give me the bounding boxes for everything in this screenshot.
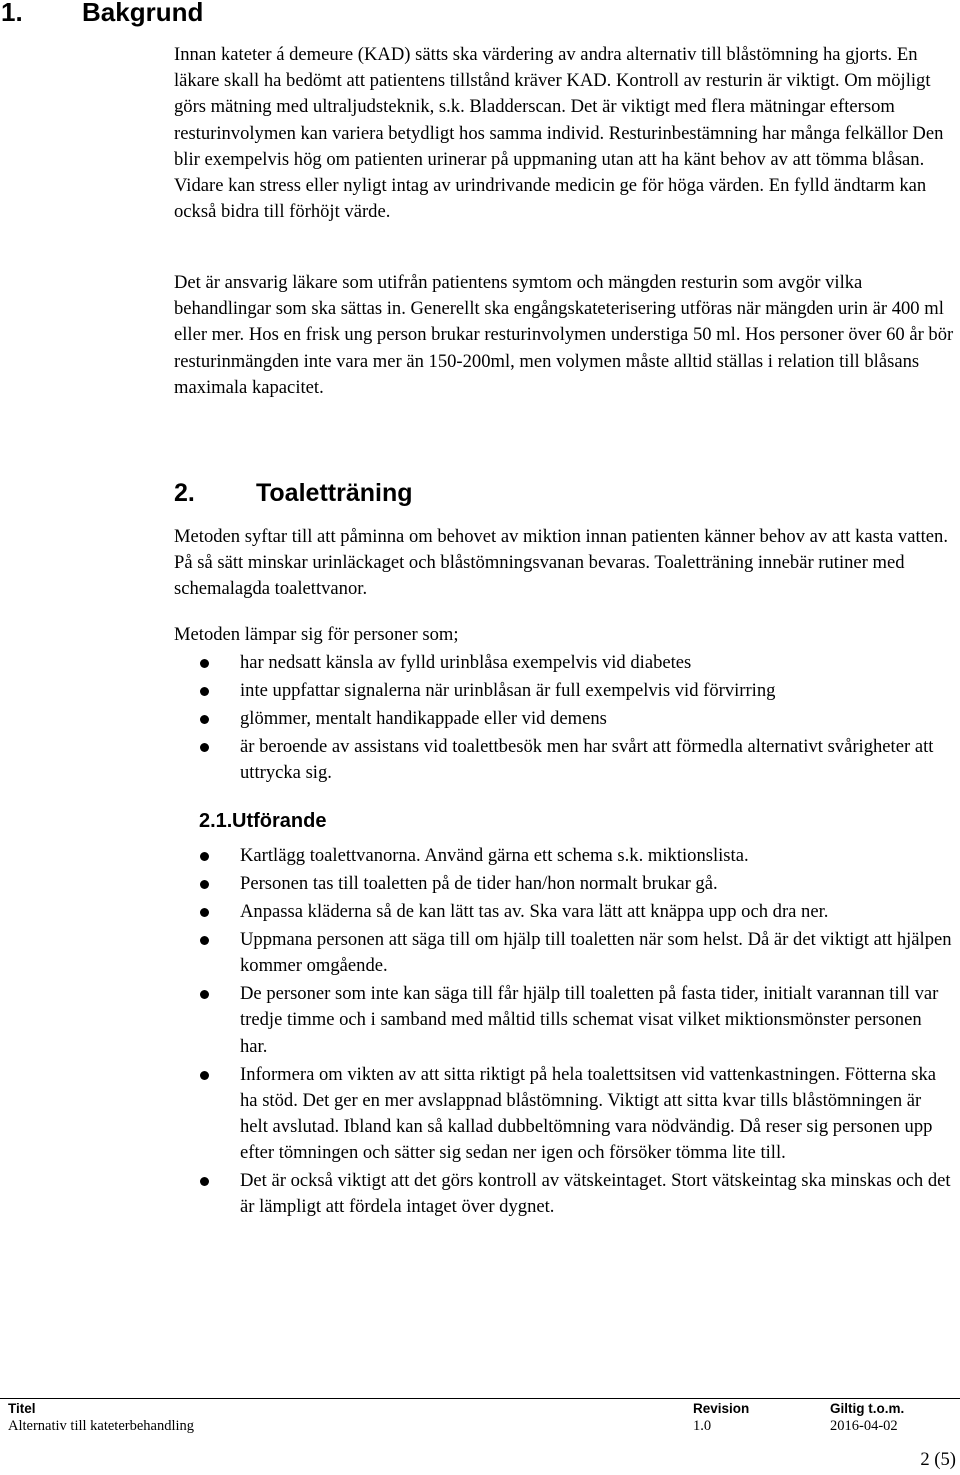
section-1-heading: [0, 0, 203, 30]
list-item: Personen tas till toaletten på de tider han/hon normalt brukar gå.: [0, 871, 952, 897]
procedure-list: [0, 843, 960, 1222]
list-item: inte uppfattar signalerna när urinblåsan är full exempelvis vid förvirring: [0, 678, 952, 704]
bullet-icon: [200, 1071, 209, 1080]
footer-revision-value: 1.0: [693, 1418, 712, 1434]
bullet-icon: [200, 743, 209, 752]
section-number: 1.: [1, 0, 23, 27]
bullet-icon: [200, 908, 209, 917]
bullet-icon: [200, 990, 209, 999]
list-item: är beroende av assistans vid toalettbesök men har svårt att förmedla alternativt svårigheter att uttrycka sig.: [0, 734, 952, 786]
footer-title-label: Titel: [8, 1401, 36, 1416]
list-item: Informera om vikten av att sitta riktigt på hela toalettsitsen vid vattenkastningen. Fötterna ska ha stöd. Det ger en mer avslappnad blåstömning. Viktigt att sitta kvar tills blåstömningen är helt avslutad. Ibland kan så kallad dubbeltömning vara nödvändig. Då reser sig personen upp efter tömningen och sätter sig sedan ner igen och försöker tömma lite till.: [0, 1062, 952, 1167]
list-item: Anpassa kläderna så de kan lätt tas av. Ska vara lätt att knäppa upp och dra ner.: [0, 899, 952, 925]
bullet-icon: [200, 1177, 209, 1186]
bullet-icon: [200, 936, 209, 945]
footer-divider: [0, 1398, 960, 1399]
section-number: 2.1.: [199, 810, 233, 832]
footer-title-value: Alternativ till kateterbehandling: [8, 1418, 195, 1434]
list-item: Det är också viktigt att det görs kontroll av vätskeintaget. Stort vätskeintag ska minskas och det är lämpligt att fördela intaget över dygnet.: [0, 1168, 952, 1220]
bullet-icon: [200, 852, 209, 861]
bullet-icon: [200, 880, 209, 889]
section-number: 2.: [174, 479, 195, 507]
section-title: Toaletträning: [256, 479, 413, 507]
footer-revision-label: Revision: [693, 1401, 750, 1416]
list-item: Uppmana personen att säga till om hjälp till toaletten när som helst. Då är det viktigt att hjälpen kommer omgående.: [0, 927, 952, 979]
toilet-training-paragraph-2: Metoden lämpar sig för personer som;: [174, 624, 459, 645]
footer-valid-value: 2016-04-02: [830, 1418, 898, 1434]
list-item: har nedsatt känsla av fylld urinblåsa exempelvis vid diabetes: [0, 650, 952, 676]
bullet-icon: [200, 715, 209, 724]
list-item: De personer som inte kan säga till får hjälp till toaletten på fasta tider, initialt varannan till var tredje timme och i samband med måltid tills schemat visat vilket miktionsmönster personen har.: [0, 981, 952, 1060]
bullet-icon: [200, 687, 209, 696]
section-2-1-heading: [199, 806, 326, 836]
toilet-training-paragraph-1: Metoden syftar till att påminna om behovet av miktion innan patienten känner behov av att kasta vatten. På så sätt minskar urinläckaget och blåstömningsvanan bevaras. Toaletträning innebär rutiner med schemalagda toalettvanor.: [174, 526, 949, 600]
page-number: 2 (5): [920, 1449, 956, 1470]
bullet-icon: [200, 659, 209, 668]
background-paragraph-2: Det är ansvarig läkare som utifrån patientens symtom och mängden resturin som avgör vilka behandlingar som ska sättas in. Generellt ska engångskateterisering utföras när mängden urin är 400 ml eller mer. Hos en frisk ung person brukar resturinvolymen understiga 50 ml. Hos personer över 60 år bör resturinmängden inte vara mer än 150-200ml, men volymen måste alltid ställas i relation till blåsans maximala kapacitet.: [174, 272, 954, 398]
section-2-heading: [174, 476, 412, 510]
section-title: Utförande: [232, 810, 327, 832]
footer-valid-label: Giltig t.o.m.: [830, 1401, 905, 1416]
section-title: Bakgrund: [82, 0, 204, 27]
background-paragraph-1: Innan kateter á demeure (KAD) sätts ska värdering av andra alternativ till blåstömning ha gjorts. En läkare skall ha bedömt att patientens tillstånd kräver KAD. Kontroll av resturin är viktigt. Om möjligt görs mätning med ultraljudsteknik, s.k. Bladderscan. Det är viktigt med flera mätningar eftersom resturinvolymen kan variera betydligt hos samma individ. Resturinbestämning har många felkällor Den blir exempelvis hög om patienten urinerar på uppmaning utan att ha känt behov av att tömma blåsan. Vidare kan stress eller nyligt intag av urindrivande medicin ge för höga värden. En fylld ändtarm kan också bidra till förhöjt värde.: [174, 44, 944, 223]
list-item: glömmer, mentalt handikappade eller vid demens: [0, 706, 952, 732]
suitable-persons-list: [0, 650, 960, 788]
list-item: Kartlägg toalettvanorna. Använd gärna ett schema s.k. miktionslista.: [0, 843, 952, 869]
